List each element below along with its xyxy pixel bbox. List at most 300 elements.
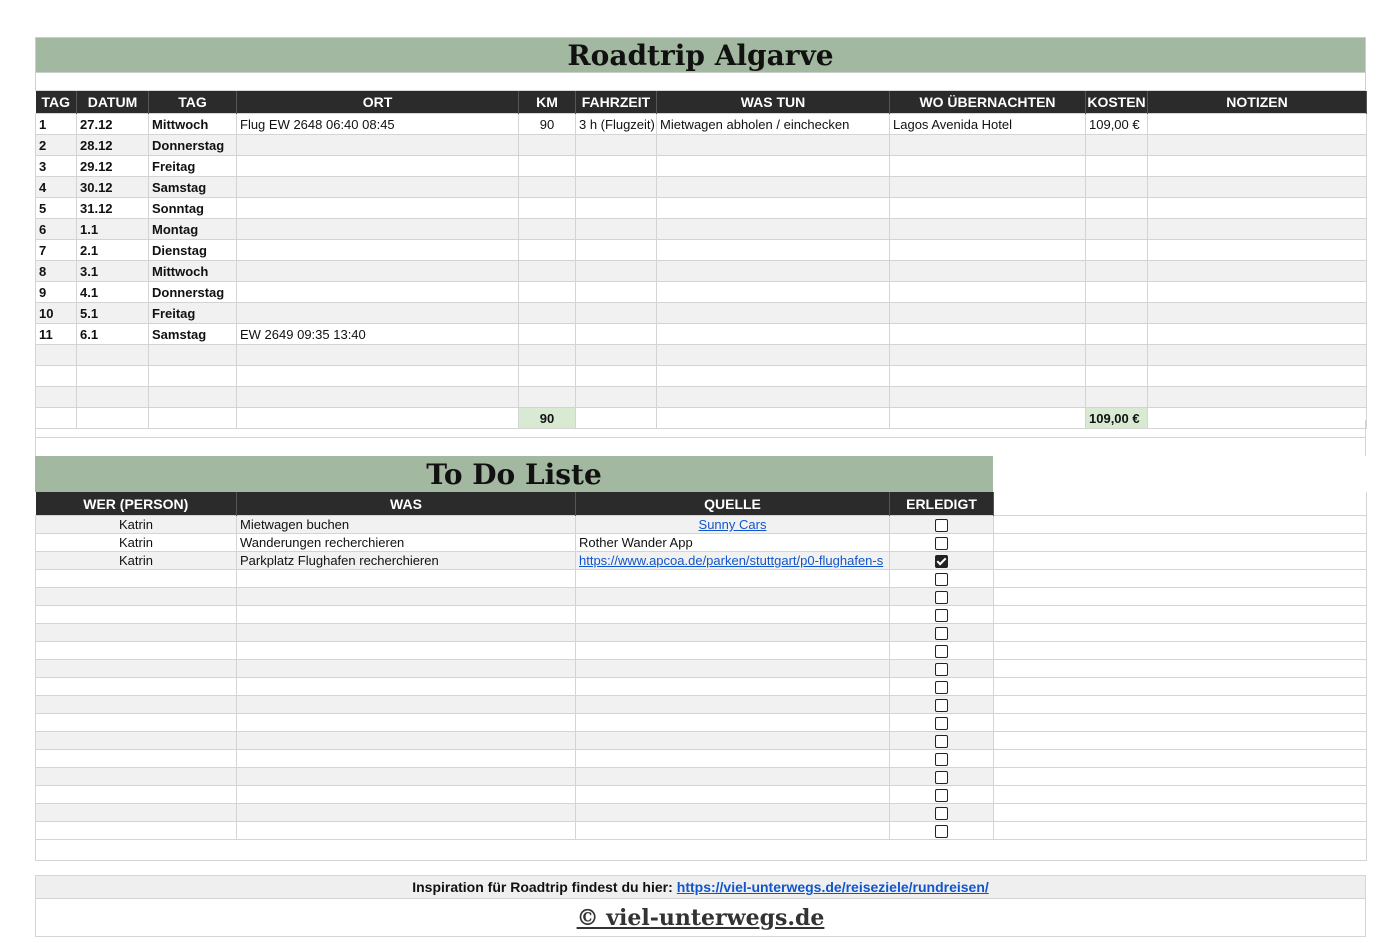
cell-was-tun[interactable]: [657, 219, 890, 240]
cell-uebernachten[interactable]: [890, 387, 1086, 408]
cell-fahrzeit[interactable]: [576, 240, 657, 261]
cell-filler: [994, 768, 1367, 786]
cell-filler: [994, 570, 1367, 588]
inspiration-label: Inspiration für Roadtrip findest du hier:: [412, 879, 673, 895]
cell-wer[interactable]: [36, 732, 237, 750]
cell-quelle[interactable]: [576, 678, 890, 696]
cell-was[interactable]: [237, 624, 576, 642]
cell-wer[interactable]: [36, 570, 237, 588]
cell-km[interactable]: [519, 198, 576, 219]
cell-wer[interactable]: [36, 714, 237, 732]
cell-wochentag[interactable]: Donnerstag: [149, 282, 237, 303]
cell-km[interactable]: [519, 345, 576, 366]
cell-datum[interactable]: 3.1: [77, 261, 149, 282]
cell-wochentag[interactable]: Freitag: [149, 303, 237, 324]
cell-was[interactable]: [237, 714, 576, 732]
cell-quelle[interactable]: [576, 750, 890, 768]
todo-row: [36, 804, 1367, 822]
cell-quelle[interactable]: [576, 732, 890, 750]
cell-tag[interactable]: 8: [36, 261, 77, 282]
todo-body: [36, 516, 1367, 861]
cell-tag[interactable]: 10: [36, 303, 77, 324]
table-row: [36, 240, 1367, 261]
cell-wer[interactable]: Katrin: [36, 516, 237, 534]
cell-uebernachten[interactable]: [890, 324, 1086, 345]
cell-ort[interactable]: [237, 282, 519, 303]
cell-quelle[interactable]: [576, 516, 890, 534]
todo-row: [36, 534, 1367, 552]
cell-datum[interactable]: 2.1: [77, 240, 149, 261]
cell-kosten[interactable]: [1086, 135, 1148, 156]
cell-ort[interactable]: [237, 387, 519, 408]
cell-wer[interactable]: Katrin: [36, 534, 237, 552]
cell-km[interactable]: [519, 177, 576, 198]
total-km: 90: [519, 408, 576, 429]
quelle-link[interactable]: https://www.apcoa.de/parken/stuttgart/p0-flughafen-s: [579, 553, 884, 568]
checkbox[interactable]: [935, 699, 948, 712]
cell-ort[interactable]: [237, 240, 519, 261]
cell-uebernachten[interactable]: [890, 240, 1086, 261]
cell-filler: [994, 714, 1367, 732]
cell-erledigt: [890, 660, 994, 678]
cell-tag[interactable]: [36, 387, 77, 408]
cell-tag[interactable]: 1: [36, 114, 77, 135]
cell-wochentag[interactable]: Samstag: [149, 324, 237, 345]
checkbox[interactable]: [935, 735, 948, 748]
cell-tag[interactable]: [36, 345, 77, 366]
cell-erledigt: [890, 786, 994, 804]
cell-empty: [890, 840, 994, 861]
cell-wer[interactable]: Katrin: [36, 552, 237, 570]
cell-tag[interactable]: 4: [36, 177, 77, 198]
cell-tag[interactable]: 7: [36, 240, 77, 261]
table-row: [36, 198, 1367, 219]
cell-wochentag[interactable]: [149, 366, 237, 387]
checkbox[interactable]: [935, 807, 948, 820]
cell-ort[interactable]: [237, 366, 519, 387]
cell-erledigt: [890, 696, 994, 714]
cell-wer[interactable]: [36, 822, 237, 840]
cell-datum[interactable]: 27.12: [77, 114, 149, 135]
cell-fahrzeit[interactable]: [576, 198, 657, 219]
checkbox[interactable]: [935, 825, 948, 838]
cell-filler: [994, 624, 1367, 642]
footer: [35, 875, 1366, 937]
copyright[interactable]: © viel-unterwegs.de: [35, 899, 1366, 937]
checkbox[interactable]: [935, 519, 948, 532]
cell-ort[interactable]: [237, 345, 519, 366]
cell-notizen[interactable]: [1148, 156, 1367, 177]
cell-filler: [994, 588, 1367, 606]
todo-spacer-row: [36, 840, 1367, 861]
checkbox[interactable]: [935, 591, 948, 604]
cell-km[interactable]: [519, 366, 576, 387]
cell-ort[interactable]: EW 2649 09:35 13:40: [237, 324, 519, 345]
cell-erledigt: [890, 678, 994, 696]
cell-kosten[interactable]: [1086, 219, 1148, 240]
cell-km[interactable]: [519, 135, 576, 156]
cell-filler: [994, 696, 1367, 714]
cell-datum[interactable]: 5.1: [77, 303, 149, 324]
todo-row: [36, 606, 1367, 624]
cell-km[interactable]: [519, 324, 576, 345]
cell-datum[interactable]: [77, 366, 149, 387]
cell-was-tun[interactable]: [657, 261, 890, 282]
cell-fahrzeit[interactable]: [576, 261, 657, 282]
cell-datum[interactable]: 1.1: [77, 219, 149, 240]
checkbox[interactable]: [935, 537, 948, 550]
cell-filler: [994, 786, 1367, 804]
cell-quelle[interactable]: [576, 768, 890, 786]
todo-row: [36, 750, 1367, 768]
cell-wer[interactable]: [36, 660, 237, 678]
cell-filler: [994, 642, 1367, 660]
cell-notizen[interactable]: [1148, 135, 1367, 156]
column-header: ERLEDIGT: [890, 492, 994, 516]
todo-row: [36, 714, 1367, 732]
cell-quelle[interactable]: [576, 804, 890, 822]
cell-was[interactable]: Parkplatz Flughafen recherchieren: [237, 552, 576, 570]
todo-row: [36, 822, 1367, 840]
cell-was-tun[interactable]: [657, 156, 890, 177]
cell-notizen[interactable]: [1148, 240, 1367, 261]
todo-row: [36, 642, 1367, 660]
cell-was[interactable]: [237, 660, 576, 678]
cell-wochentag[interactable]: Donnerstag: [149, 135, 237, 156]
cell-erledigt: [890, 768, 994, 786]
table-row: [36, 282, 1367, 303]
cell-quelle[interactable]: [576, 696, 890, 714]
total-kosten: 109,00 €: [1086, 408, 1148, 429]
cell-wer[interactable]: [36, 606, 237, 624]
cell-was[interactable]: [237, 768, 576, 786]
cell-ort[interactable]: Flug EW 2648 06:40 08:45: [237, 114, 519, 135]
cell-quelle[interactable]: Rother Wander App: [576, 534, 890, 552]
cell-uebernachten[interactable]: [890, 156, 1086, 177]
cell-km[interactable]: [519, 282, 576, 303]
cell-notizen[interactable]: [1148, 345, 1367, 366]
cell-uebernachten[interactable]: [890, 261, 1086, 282]
cell-erledigt: [890, 642, 994, 660]
checkbox[interactable]: [935, 789, 948, 802]
cell-wer[interactable]: [36, 786, 237, 804]
cell-was[interactable]: [237, 570, 576, 588]
cell-notizen[interactable]: [1148, 387, 1367, 408]
cell-kosten[interactable]: [1086, 303, 1148, 324]
cell-uebernachten[interactable]: [890, 303, 1086, 324]
trip-header-row: [36, 91, 1367, 114]
cell-tag[interactable]: 5: [36, 198, 77, 219]
column-header: WAS: [237, 492, 576, 516]
spacer-row: [35, 438, 1366, 456]
cell-empty: [237, 840, 576, 861]
cell-ort[interactable]: [237, 156, 519, 177]
cell-was[interactable]: [237, 642, 576, 660]
cell-fahrzeit[interactable]: [576, 156, 657, 177]
cell-wochentag[interactable]: Mittwoch: [149, 261, 237, 282]
table-row: [36, 156, 1367, 177]
cell-notizen[interactable]: [1148, 303, 1367, 324]
cell-uebernachten[interactable]: [890, 345, 1086, 366]
cell-fahrzeit[interactable]: [576, 387, 657, 408]
cell-quelle[interactable]: [576, 570, 890, 588]
cell-datum[interactable]: 31.12: [77, 198, 149, 219]
cell-wer[interactable]: [36, 624, 237, 642]
cell-fahrzeit[interactable]: [576, 135, 657, 156]
cell-fahrzeit[interactable]: [576, 324, 657, 345]
todo-row: [36, 696, 1367, 714]
cell-filler: [994, 678, 1367, 696]
cell-notizen[interactable]: [1148, 114, 1367, 135]
table-row: [36, 366, 1367, 387]
cell-km[interactable]: [519, 219, 576, 240]
cell-fahrzeit[interactable]: [576, 219, 657, 240]
cell-kosten[interactable]: [1086, 282, 1148, 303]
cell-km[interactable]: [519, 261, 576, 282]
cell-was[interactable]: Mietwagen buchen: [237, 516, 576, 534]
cell-datum[interactable]: 28.12: [77, 135, 149, 156]
cell-quelle[interactable]: [576, 822, 890, 840]
cell-was[interactable]: [237, 606, 576, 624]
cell-wer[interactable]: [36, 804, 237, 822]
cell-ort[interactable]: [237, 198, 519, 219]
table-row: [36, 177, 1367, 198]
cell-quelle[interactable]: [576, 642, 890, 660]
cell-wochentag[interactable]: [149, 345, 237, 366]
cell-km[interactable]: [519, 387, 576, 408]
cell-filler: [994, 606, 1367, 624]
cell-uebernachten[interactable]: Lagos Avenida Hotel: [890, 114, 1086, 135]
cell-kosten[interactable]: [1086, 261, 1148, 282]
cell-notizen[interactable]: [1148, 324, 1367, 345]
cell-uebernachten[interactable]: [890, 366, 1086, 387]
todo-row: [36, 678, 1367, 696]
cell-km[interactable]: [519, 240, 576, 261]
cell-was-tun[interactable]: [657, 240, 890, 261]
cell-erledigt: [890, 570, 994, 588]
cell-datum[interactable]: [77, 345, 149, 366]
cell-wochentag[interactable]: Freitag: [149, 156, 237, 177]
cell-km[interactable]: [519, 303, 576, 324]
cell-kosten[interactable]: [1086, 366, 1148, 387]
checkbox[interactable]: [935, 645, 948, 658]
table-row: [36, 114, 1367, 135]
cell-erledigt: [890, 552, 994, 570]
cell-notizen[interactable]: [1148, 282, 1367, 303]
cell-wochentag[interactable]: Dienstag: [149, 240, 237, 261]
cell-uebernachten[interactable]: [890, 282, 1086, 303]
cell-quelle[interactable]: [576, 660, 890, 678]
cell-quelle[interactable]: [576, 588, 890, 606]
todo-title-bar: [35, 456, 993, 492]
cell-filler: [994, 552, 1367, 570]
cell-datum[interactable]: 29.12: [77, 156, 149, 177]
spacer-row: [35, 73, 1366, 91]
cell-tag[interactable]: 11: [36, 324, 77, 345]
cell-kosten[interactable]: [1086, 177, 1148, 198]
cell-filler: [994, 750, 1367, 768]
column-header: DATUM: [77, 91, 149, 114]
title-bar: [35, 37, 1366, 73]
todo-row: [36, 732, 1367, 750]
cell-wochentag[interactable]: [149, 387, 237, 408]
checkbox[interactable]: [935, 663, 948, 676]
todo-row: [36, 588, 1367, 606]
todo-row: [36, 552, 1367, 570]
cell-was-tun[interactable]: [657, 366, 890, 387]
cell-was[interactable]: [237, 588, 576, 606]
todo-row: [36, 660, 1367, 678]
table-row: [36, 303, 1367, 324]
cell-wer[interactable]: [36, 750, 237, 768]
cell-uebernachten[interactable]: [890, 135, 1086, 156]
cell-kosten[interactable]: [1086, 198, 1148, 219]
cell-tag[interactable]: [36, 366, 77, 387]
cell-ort[interactable]: [237, 135, 519, 156]
cell-empty: [36, 840, 237, 861]
table-row: [36, 387, 1367, 408]
checkbox[interactable]: [935, 609, 948, 622]
cell-quelle[interactable]: [576, 624, 890, 642]
cell-notizen[interactable]: [1148, 177, 1367, 198]
cell-ort[interactable]: [237, 303, 519, 324]
cell-was-tun[interactable]: [657, 198, 890, 219]
checkbox[interactable]: [935, 555, 948, 568]
checkbox[interactable]: [935, 771, 948, 784]
todo-row: [36, 624, 1367, 642]
cell-datum[interactable]: 4.1: [77, 282, 149, 303]
cell-uebernachten[interactable]: [890, 198, 1086, 219]
cell-erledigt: [890, 588, 994, 606]
trip-table: [35, 91, 1367, 429]
cell-erledigt: [890, 606, 994, 624]
checkbox[interactable]: [935, 753, 948, 766]
cell-ort[interactable]: [237, 219, 519, 240]
cell-was[interactable]: [237, 732, 576, 750]
cell-fahrzeit[interactable]: [576, 282, 657, 303]
cell-filler: [994, 660, 1367, 678]
cell-was-tun[interactable]: [657, 387, 890, 408]
cell-fahrzeit[interactable]: [576, 177, 657, 198]
cell-wer[interactable]: [36, 642, 237, 660]
cell-was[interactable]: [237, 678, 576, 696]
inspiration-link[interactable]: https://viel-unterwegs.de/reiseziele/rundreisen/: [676, 879, 989, 895]
cell-was[interactable]: [237, 804, 576, 822]
cell-tag[interactable]: 3: [36, 156, 77, 177]
todo-row: [36, 516, 1367, 534]
cell-notizen[interactable]: [1148, 366, 1367, 387]
cell-datum[interactable]: 6.1: [77, 324, 149, 345]
cell-fahrzeit[interactable]: 3 h (Flugzeit): [576, 114, 657, 135]
cell-was-tun[interactable]: [657, 303, 890, 324]
column-header: WER (PERSON): [36, 492, 237, 516]
cell-ort[interactable]: [237, 177, 519, 198]
cell-datum[interactable]: [77, 387, 149, 408]
cell-wochentag[interactable]: Samstag: [149, 177, 237, 198]
cell-fahrzeit[interactable]: [576, 303, 657, 324]
cell-erledigt: [890, 732, 994, 750]
cell-ort[interactable]: [237, 261, 519, 282]
cell-was[interactable]: [237, 696, 576, 714]
checkbox[interactable]: [935, 573, 948, 586]
cell-was-tun[interactable]: [657, 324, 890, 345]
cell-was-tun[interactable]: Mietwagen abholen / einchecken: [657, 114, 890, 135]
column-header: WO ÜBERNACHTEN: [890, 91, 1086, 114]
cell-erledigt: [890, 624, 994, 642]
cell-datum[interactable]: 30.12: [77, 177, 149, 198]
checkbox[interactable]: [935, 681, 948, 694]
cell-uebernachten[interactable]: [890, 177, 1086, 198]
column-header: FAHRZEIT: [576, 91, 657, 114]
cell-was-tun[interactable]: [657, 282, 890, 303]
cell-wochentag[interactable]: Mittwoch: [149, 114, 237, 135]
page-title: Roadtrip Algarve: [567, 38, 834, 72]
cell-notizen[interactable]: [1148, 219, 1367, 240]
table-row: [36, 135, 1367, 156]
checkbox[interactable]: [935, 627, 948, 640]
cell-tag[interactable]: 9: [36, 282, 77, 303]
cell-km[interactable]: [519, 156, 576, 177]
cell-km[interactable]: 90: [519, 114, 576, 135]
cell-quelle[interactable]: [576, 714, 890, 732]
table-row: [36, 261, 1367, 282]
cell-fahrzeit[interactable]: [576, 345, 657, 366]
cell-was-tun[interactable]: [657, 177, 890, 198]
cell-tag[interactable]: 2: [36, 135, 77, 156]
inspiration-row: [35, 875, 1366, 899]
cell-erledigt: [890, 534, 994, 552]
cell-notizen[interactable]: [1148, 261, 1367, 282]
cell-filler: [994, 732, 1367, 750]
todo-section: [35, 456, 1366, 861]
trip-body: [36, 114, 1367, 429]
cell-was-tun[interactable]: [657, 135, 890, 156]
cell-tag[interactable]: 6: [36, 219, 77, 240]
cell-wer[interactable]: [36, 678, 237, 696]
quelle-link[interactable]: Sunny Cars: [698, 517, 767, 532]
cell-wochentag[interactable]: Sonntag: [149, 198, 237, 219]
cell-notizen[interactable]: [1148, 198, 1367, 219]
cell-wer[interactable]: [36, 768, 237, 786]
cell-was[interactable]: [237, 750, 576, 768]
cell-quelle[interactable]: [576, 786, 890, 804]
cell-empty: [994, 840, 1367, 861]
column-header: NOTIZEN: [1148, 91, 1367, 114]
cell-was[interactable]: Wanderungen recherchieren: [237, 534, 576, 552]
cell-kosten[interactable]: [1086, 156, 1148, 177]
cell-quelle[interactable]: [576, 552, 890, 570]
cell-kosten[interactable]: [1086, 324, 1148, 345]
cell-was[interactable]: [237, 822, 576, 840]
cell-quelle[interactable]: [576, 606, 890, 624]
cell-uebernachten[interactable]: [890, 219, 1086, 240]
spacer-row: [35, 420, 1366, 438]
cell-kosten[interactable]: 109,00 €: [1086, 114, 1148, 135]
cell-was-tun[interactable]: [657, 345, 890, 366]
cell-kosten[interactable]: [1086, 345, 1148, 366]
cell-kosten[interactable]: [1086, 240, 1148, 261]
cell-filler: [994, 534, 1367, 552]
cell-kosten[interactable]: [1086, 387, 1148, 408]
cell-erledigt: [890, 804, 994, 822]
cell-was[interactable]: [237, 786, 576, 804]
cell-wer[interactable]: [36, 588, 237, 606]
cell-wochentag[interactable]: Montag: [149, 219, 237, 240]
checkbox[interactable]: [935, 717, 948, 730]
cell-fahrzeit[interactable]: [576, 366, 657, 387]
column-header: QUELLE: [576, 492, 890, 516]
cell-wer[interactable]: [36, 696, 237, 714]
